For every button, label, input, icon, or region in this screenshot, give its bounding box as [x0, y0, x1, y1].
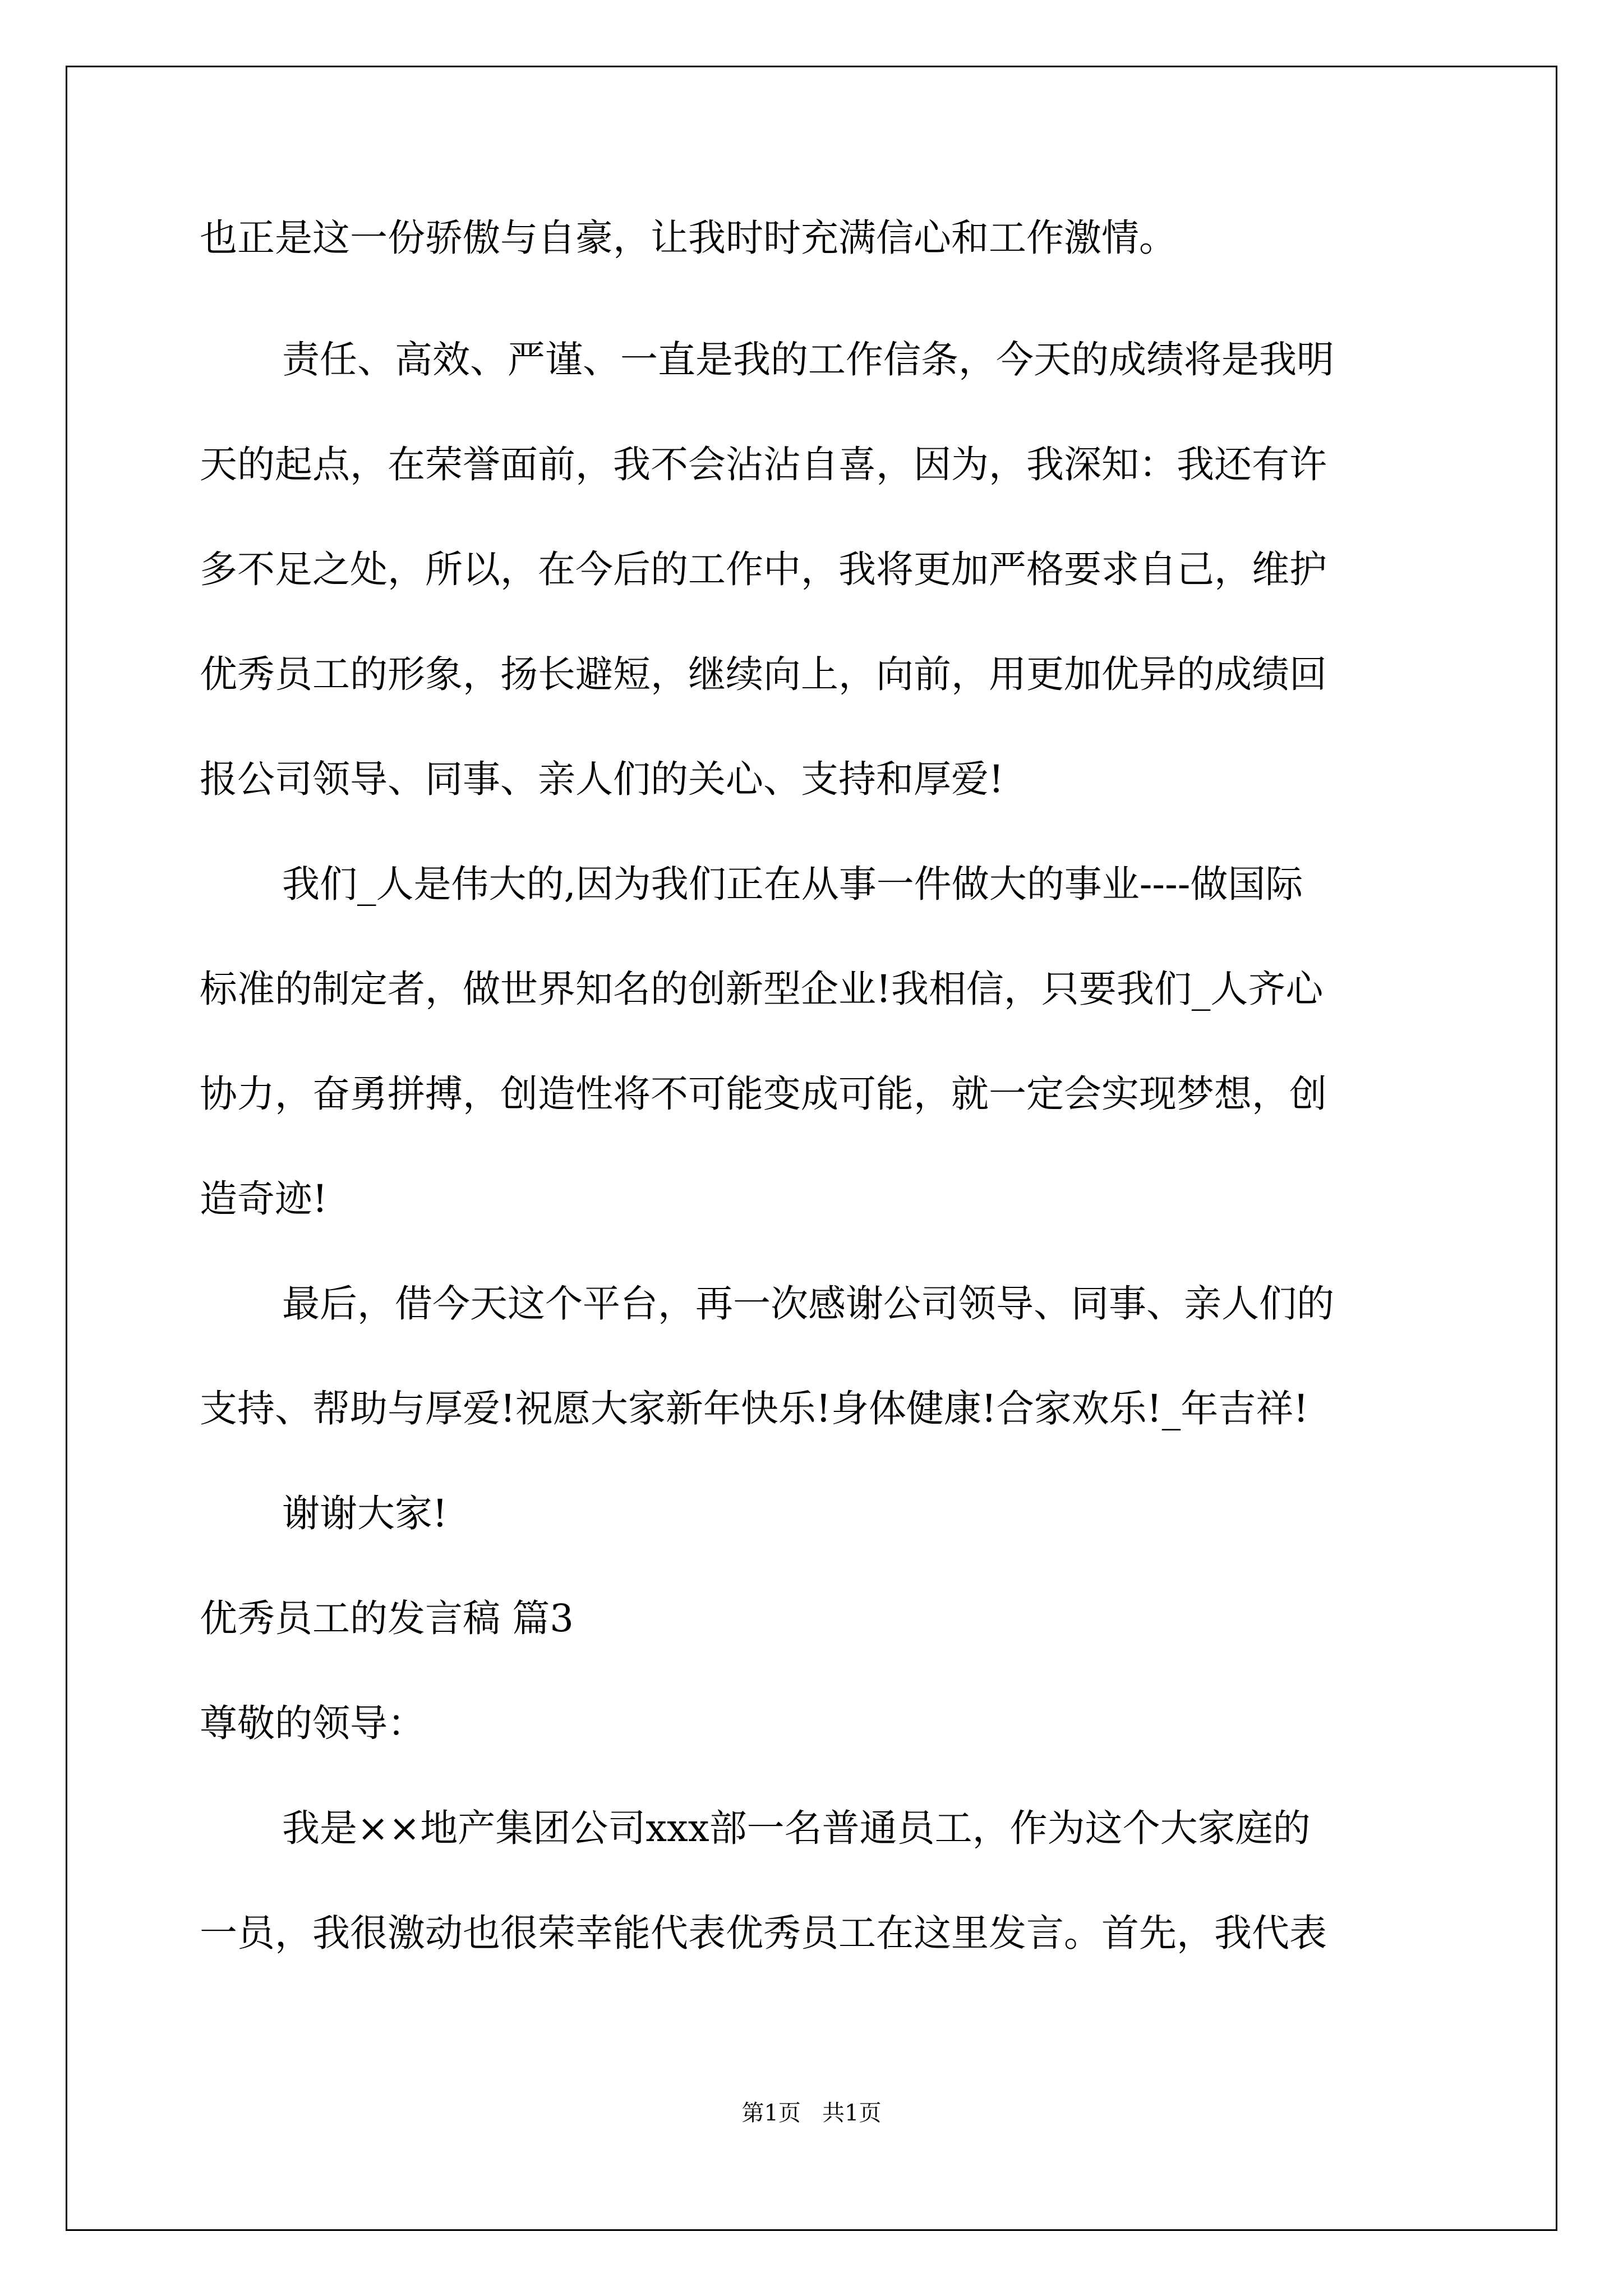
text-line: 我是××地产集团公司xxx部一名普通员工，作为这个大家庭的 — [282, 1806, 1311, 1850]
text-line: 谢谢大家! — [282, 1492, 448, 1535]
page-border — [66, 66, 1557, 2231]
text-line: 造奇迹! — [200, 1177, 328, 1221]
section-heading: 优秀员工的发言稿 篇3 — [200, 1596, 574, 1640]
text-line: 支持、帮助与厚爱!祝愿大家新年快乐!身体健康!合家欢乐!_年吉祥! — [200, 1387, 1309, 1430]
text-line: 优秀员工的形象，扬长避短，继续向上，向前，用更加优异的成绩回 — [200, 652, 1327, 696]
text-line: 报公司领导、同事、亲人们的关心、支持和厚爱! — [200, 757, 1004, 801]
text-line: 责任、高效、严谨、一直是我的工作信条，今天的成绩将是我明 — [282, 338, 1334, 381]
text-line: 也正是这一份骄傲与自豪，让我时时充满信心和工作激情。 — [200, 216, 1177, 260]
text-line: 多不足之处，所以，在今后的工作中，我将更加严格要求自己，维护 — [200, 547, 1327, 591]
page-footer: 第1页 共1页 — [741, 2100, 882, 2126]
text-line: 标准的制定者，做世界知名的创新型企业!我相信，只要我们_人齐心 — [200, 967, 1324, 1011]
text-line: 天的起点，在荣誉面前，我不会沾沾自喜，因为，我深知：我还有许 — [200, 443, 1327, 486]
text-line: 协力，奋勇拼搏，创造性将不可能变成可能，就一定会实现梦想，创 — [200, 1072, 1327, 1116]
text-line: 最后，借今天这个平台，再一次感谢公司领导、同事、亲人们的 — [282, 1282, 1334, 1326]
text-line: 我们_人是伟大的,因为我们正在从事一件做大的事业----做国际 — [282, 862, 1303, 906]
text-line: 一员，我很激动也很荣幸能代表优秀员工在这里发言。首先，我代表 — [200, 1911, 1327, 1955]
salutation: 尊敬的领导： — [200, 1701, 425, 1745]
